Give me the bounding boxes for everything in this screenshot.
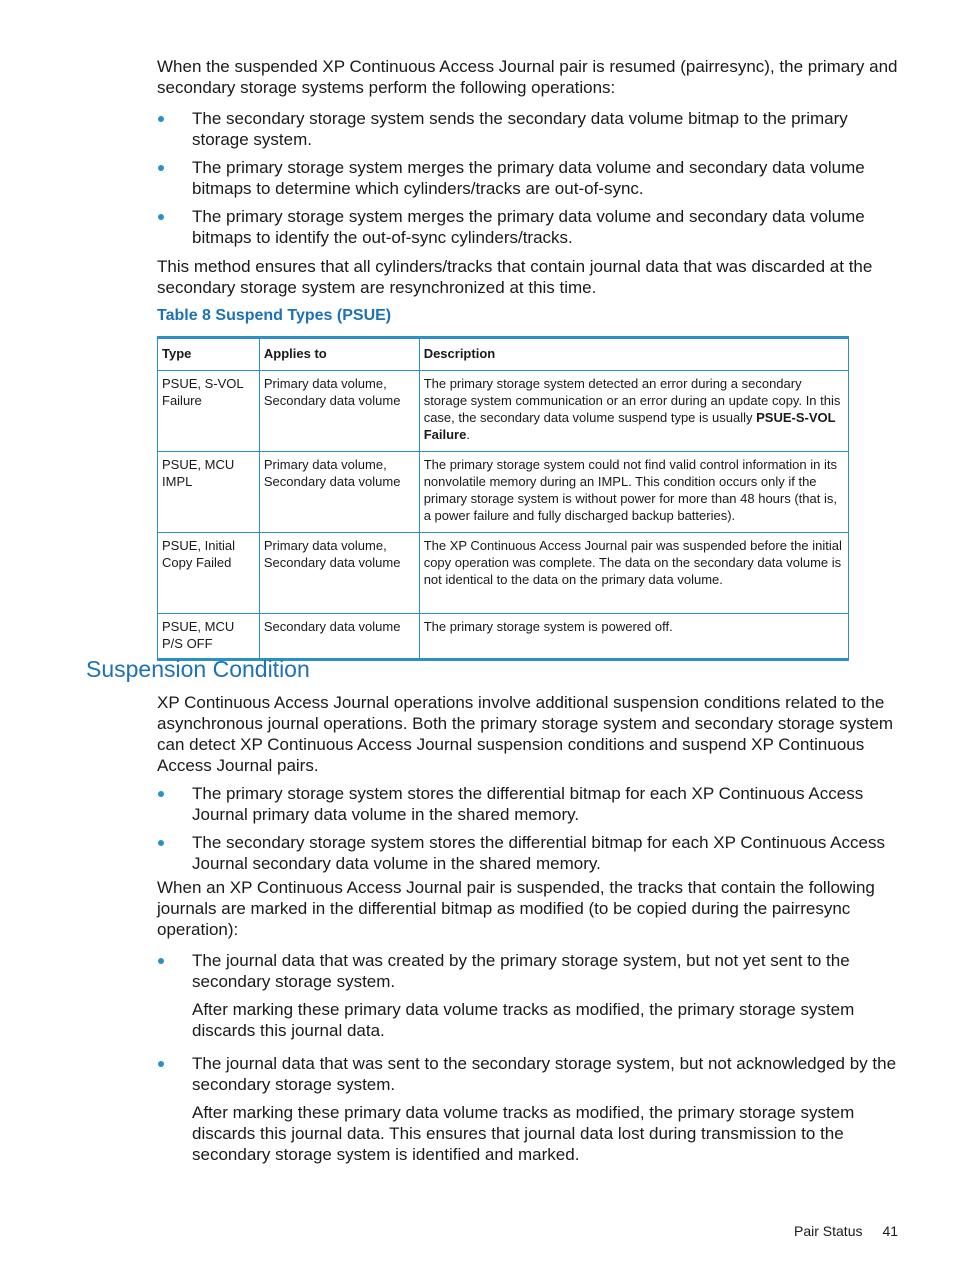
cell-type: PSUE, MCU P/S OFF — [158, 614, 260, 660]
cell-type: PSUE, S-VOL Failure — [158, 371, 260, 452]
section-intro-paragraph: XP Continuous Access Journal operations involve additional suspension conditions related to the asynchronous journal operations. Both the primary storage system and secondary storage system can detect XP Continuous Access Journal suspension conditions and suspend XP Continuous Access Journal pairs. — [157, 693, 894, 775]
method-note: This method ensures that all cylinders/tracks that contain journal data that was discarded at the secondary storage system are resynchronized at this time. — [157, 257, 873, 297]
journal-list — [157, 950, 901, 1177]
page-number: 41 — [882, 1223, 899, 1239]
cell-applies: Primary data volume, Secondary data volume — [259, 452, 419, 533]
bullet-icon — [158, 214, 164, 220]
page-footer — [794, 1223, 898, 1239]
column-header-type: Type — [158, 338, 260, 371]
cell-description: The primary storage system detected an error during a secondary storage system communication or an error during an update copy. In this case, the secondary data volume suspend type is usually PSUE-S-VOL Failure. — [419, 371, 848, 452]
suspend-type-term: PSUE-S-VOL Failure — [423, 410, 836, 442]
column-header-description: Description — [419, 338, 848, 371]
section-heading: Suspension Condition — [86, 656, 310, 682]
cell-description: The primary storage system could not find valid control information in its nonvolatile memory during an IMPL. This condition occurs only if the primary storage system is without power for more than 48 hours (that is, a power failure and fully discharged backup batteries). — [419, 452, 848, 533]
footer-label: Pair Status — [794, 1223, 863, 1239]
list-item: The secondary storage system stores the differential bitmap for each XP Continuous Access Journal secondary data volume in the shared memory. — [157, 832, 901, 874]
table-row — [158, 614, 849, 660]
bullet-icon — [158, 116, 164, 122]
table-row — [158, 452, 849, 533]
resync-operations-list — [157, 108, 901, 255]
cell-type: PSUE, Initial Copy Failed — [158, 533, 260, 614]
bullet-icon — [158, 165, 164, 171]
list-item: The primary storage system stores the differential bitmap for each XP Continuous Access Journal primary data volume in the shared memory. — [157, 783, 901, 825]
list-item: The secondary storage system sends the secondary data volume bitmap to the primary storage system. — [157, 108, 901, 150]
cell-applies: Primary data volume, Secondary data volume — [259, 533, 419, 614]
table-caption: Table 8 Suspend Types (PSUE) — [157, 307, 392, 324]
when-suspended-paragraph: When an XP Continuous Access Journal pair is suspended, the tracks that contain the following journals are marked in the differential bitmap as modified (to be copied during the pairresync operation): — [157, 878, 875, 939]
table-header-row — [158, 338, 849, 371]
bullet-icon — [158, 1061, 164, 1067]
intro-paragraph: When the suspended XP Continuous Access Journal pair is resumed (pairresync), the primary and secondary storage systems perform the following operations: — [157, 57, 898, 97]
bullet-icon — [158, 958, 164, 964]
bullet-icon — [158, 840, 164, 846]
bitmap-list — [157, 783, 901, 881]
list-item: The primary storage system merges the primary data volume and secondary data volume bitmaps to determine which cylinders/tracks are out-of-sync. — [157, 157, 901, 199]
table-row — [158, 371, 849, 452]
cell-applies: Secondary data volume — [259, 614, 419, 660]
bullet-icon — [158, 791, 164, 797]
list-item-detail: After marking these primary data volume tracks as modified, the primary storage system discards this journal data. — [192, 1000, 855, 1040]
cell-description: The XP Continuous Access Journal pair was suspended before the initial copy operation was complete. The data on the secondary data volume is not identical to the data on the primary data volume. — [419, 533, 848, 614]
column-header-applies: Applies to — [259, 338, 419, 371]
list-item: The journal data that was created by the primary storage system, but not yet sent to the secondary storage system. After marking these primary data volume tracks as modified, the primary storage system discards this journal data. — [157, 950, 901, 1041]
cell-description: The primary storage system is powered off. — [419, 614, 848, 660]
cell-type: PSUE, MCU IMPL — [158, 452, 260, 533]
suspend-types-table — [157, 336, 849, 661]
list-item: The journal data that was sent to the secondary storage system, but not acknowledged by the secondary storage system. After marking these primary data volume tracks as modified, the primary storage system discards this journal data. This ensures that journal data lost during transmission to the secondary storage system is identified and marked. — [157, 1053, 901, 1165]
list-item-detail: After marking these primary data volume tracks as modified, the primary storage system discards this journal data. This ensures that journal data lost during transmission to the secondary storage system is identified and marked. — [192, 1103, 855, 1164]
table-row — [158, 533, 849, 614]
cell-applies: Primary data volume, Secondary data volume — [259, 371, 419, 452]
list-item: The primary storage system merges the primary data volume and secondary data volume bitmaps to identify the out-of-sync cylinders/tracks. — [157, 206, 901, 248]
